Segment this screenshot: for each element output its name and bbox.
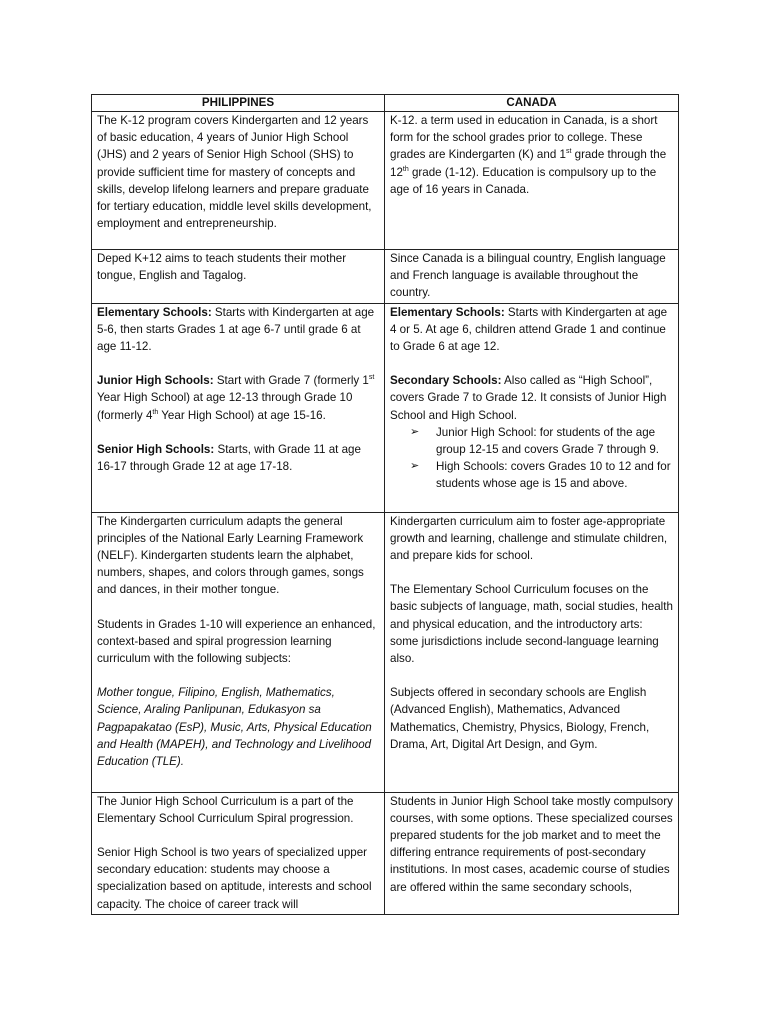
ph-grades-curriculum: Students in Grades 1-10 will experience an enhanced, context-based and spiral progression learning curriculum with the following subjects: — [97, 617, 376, 666]
table-row — [92, 303, 679, 512]
ph-jhs-part1: Start with Grade 7 (formerly 1 — [213, 374, 369, 388]
ca-secondary-text — [390, 372, 673, 424]
header-philippines: PHILIPPINES — [92, 95, 385, 112]
arrow-bullet-icon: ➢ — [410, 425, 420, 438]
ph-shs-curriculum: Senior High School is two years of specialized upper secondary education: students may choose a specialization based on aptitude, interests and school capacity. The choice of career track will — [97, 846, 372, 911]
ph-jhs-part3: Year High School) at age 15-16. — [158, 408, 326, 422]
k12-canada-text — [390, 112, 673, 198]
cell-canada-language — [385, 250, 679, 304]
ph-elementary-text — [97, 304, 379, 356]
k12-canada-part3: grade (1-12). Education is compulsory up to the age of 16 years in Canada. — [390, 165, 657, 196]
ph-elementary-label: Elementary Schools: — [97, 305, 212, 319]
ph-jhs-part2: Year High School) at age 12-13 through Grade 10 (formerly 4 — [97, 391, 353, 422]
ca-secondary-label: Secondary Schools: — [390, 374, 502, 388]
k12-program-text: The K-12 program covers Kindergarten and 12 years of basic education, 4 years of Junior High School (JHS) and 2 years of Senior High School (SHS) to provide sufficient time for mastery of concepts and skills, develop lifelong learners and prepare graduate for tertiary education, middle level skills development, employment and entrepreneurship. — [97, 114, 372, 231]
ph-jhs-sup1: st — [368, 374, 375, 382]
ca-elementary-text — [390, 304, 673, 356]
ph-elementary-desc: Starts with Kindergarten at age 5-6, then starts Grades 1 at age 6-7 until grade 6 at age 11-12. — [97, 305, 375, 354]
ca-secondary-subjects: Subjects offered in secondary schools are English (Advanced English), Mathematics, Advanced Mathematics, Chemistry, Physics, Biology, French, Drama, Art, Digital Art Design, and Gym. — [390, 686, 650, 751]
cell-philippines-language — [92, 250, 385, 304]
ca-secondary-list — [390, 424, 673, 493]
cell-canada-curriculum — [385, 512, 679, 792]
ca-elementary-label: Elementary Schools: — [390, 305, 505, 319]
cell-canada-k12 — [385, 112, 679, 250]
ph-shs-desc: Starts, with Grade 11 at age 16-17 through Grade 12 at age 17-18. — [97, 442, 361, 474]
ca-hs-bullet: High Schools: covers Grades 10 to 12 and for students whose age is 15 and above. — [436, 460, 671, 491]
ca-elementary-desc: Starts with Kindergarten at age 4 or 5. At age 6, children attend Grade 1 and continue to Grade 6 at age 12. — [390, 305, 668, 354]
ca-elementary-curriculum: The Elementary School Curriculum focuses on the basic subjects of language, math, social studies, health and physical education, and the introductory arts: some jurisdictions include second-language learning also. — [390, 583, 673, 666]
arrow-bullet-icon: ➢ — [410, 460, 420, 473]
ph-kinder-curriculum: The Kindergarten curriculum adapts the general principles of the National Early Learning Framework (NELF). Kindergarten students learn the alphabet, numbers, shapes, and colors through games, songs and dances, in their mother tongue. — [97, 514, 364, 597]
cell-philippines-levels — [92, 303, 385, 512]
cell-canada-jhs — [385, 792, 679, 914]
k12-canada-part2: grade through the 12 — [390, 148, 667, 179]
ca-jhs-curriculum: Students in Junior High School take mostly compulsory courses, with some options. These specialized courses prepared students for the job market and to meet the differing entrance requirements of post-secondary institutions. In most cases, academic course of studies are offered within the same secondary schools, — [390, 794, 673, 894]
cell-canada-levels — [385, 303, 679, 512]
ca-secondary-desc: Also called as “High School”, covers Grade 7 to Grade 12. It consists of Junior High School and High School. — [390, 374, 667, 422]
cell-philippines-curriculum — [92, 512, 385, 792]
cell-philippines-jhs-shs — [92, 792, 385, 914]
ca-kinder-curriculum: Kindergarten curriculum aim to foster age-appropriate growth and learning, challenge and stimulate children, and prepare kids for school. — [390, 514, 668, 563]
ca-jhs-bullet: Junior High School: for students of the age group 12-15 and covers Grade 7 through 9. — [436, 425, 660, 457]
ph-jhs-curriculum: The Junior High School Curriculum is a part of the Elementary School Curriculum Spiral progression. — [97, 794, 354, 825]
ph-jhs-text — [97, 372, 379, 424]
header-canada: CANADA — [385, 95, 679, 112]
k12-canada-part1: K-12. a term used in education in Canada, is a short form for the school grades prior to college. These grades are Kindergarten (K) and 1 — [390, 114, 658, 162]
cell-philippines-k12 — [92, 112, 385, 250]
k12-canada-sup1: st — [565, 148, 572, 156]
list-item — [410, 458, 673, 492]
ph-subjects-list — [97, 684, 379, 770]
ph-shs-label: Senior High Schools: — [97, 442, 215, 456]
table-row — [92, 512, 679, 792]
ph-shs-text — [97, 441, 379, 475]
comparison-table — [91, 94, 679, 915]
k12-canada-sup2: th — [402, 165, 409, 173]
language-canada-text: Since Canada is a bilingual country, English language and French language is available throughout the country. — [390, 252, 666, 300]
language-philippines-text: Deped K+12 aims to teach students their mother tongue, English and Tagalog. — [97, 252, 347, 283]
header-row — [92, 95, 679, 112]
table-row — [92, 112, 679, 250]
ph-jhs-sup2: th — [152, 408, 159, 416]
ph-subjects-text: Mother tongue, Filipino, English, Mathematics, Science, Araling Panlipunan, Edukasyon sa Pagpapakatao (EsP), Music, Arts, Physical Education and Health (MAPEH), and Technology and Livelihood Education (TLE). — [97, 686, 372, 769]
list-item — [410, 424, 673, 458]
table-row — [92, 250, 679, 304]
ph-jhs-label: Junior High Schools: — [97, 374, 214, 388]
table-row — [92, 792, 679, 914]
